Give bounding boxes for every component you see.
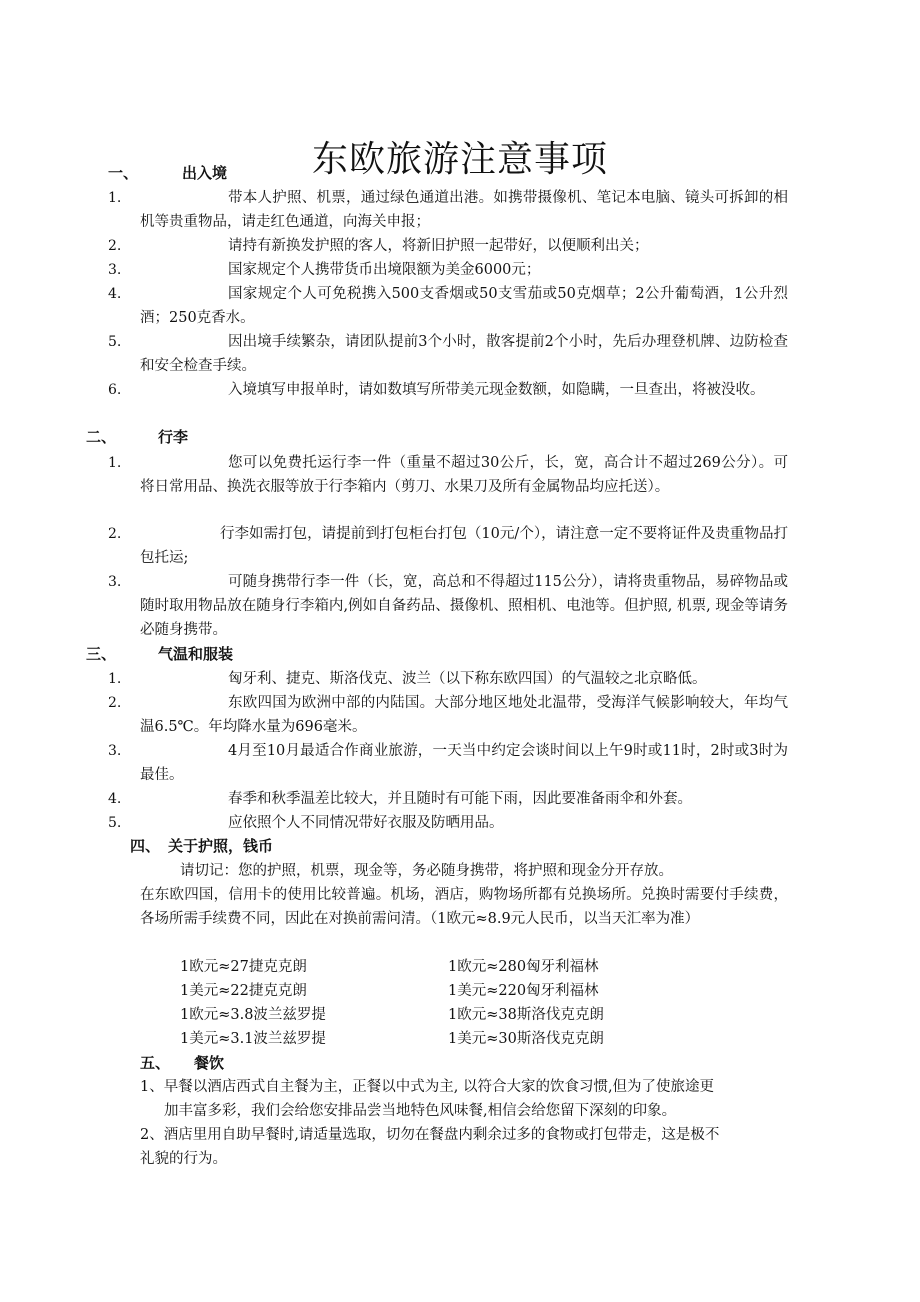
item-number: 5. (108, 334, 122, 350)
exchange-rate: 1美元≈22捷克克朗 (180, 983, 307, 999)
exchange-rate: 1美元≈3.1波兰兹罗提 (180, 1031, 326, 1047)
section-heading-passport-currency (130, 835, 273, 857)
section-number: 四、 (130, 837, 161, 855)
item-number: 3. (108, 743, 122, 759)
item-number: 2. (108, 695, 122, 711)
section-heading-dining (140, 1052, 224, 1074)
section-heading-luggage (86, 426, 188, 448)
section-title: 餐饮 (194, 1054, 225, 1072)
item-text: 入境填写申报单时，请如数填写所带美元现金数额，如隐瞒，一旦查出，将被没收。 (228, 382, 765, 398)
section-title: 气温和服装 (158, 645, 234, 663)
section-number: 一、 (108, 164, 139, 182)
item-text-continued: 礼貌的行为。 (140, 1151, 227, 1167)
section-heading-weather-clothing (86, 643, 233, 665)
section-title: 出入境 (182, 164, 228, 182)
item-number: 1. (108, 455, 122, 471)
item-number: 3. (108, 262, 122, 278)
item-number: 4. (108, 286, 122, 302)
item-number: 6. (108, 382, 122, 398)
currency-exchange-note: 在东欧四国，信用卡的使用比较普遍。机场，酒店，购物场所都有兑换场所。兑换时需要付手续费，各场所需手续费不同，因此在对换前需问清。（1欧元≈8.9元人民币，以当天汇率为准） (140, 887, 788, 927)
list-item (140, 1123, 788, 1171)
exchange-rate: 1美元≈220匈牙利福林 (448, 983, 599, 999)
exchange-rate: 1欧元≈38斯洛伐克克朗 (448, 1007, 604, 1023)
section-number: 二、 (86, 428, 117, 446)
list-item (140, 1075, 788, 1123)
exchange-rate: 1美元≈30斯洛伐克克朗 (448, 1031, 604, 1047)
exchange-rate: 1欧元≈27捷克克朗 (180, 959, 307, 975)
section-heading-entry-exit (108, 162, 227, 184)
item-text-continued: 加丰富多彩，我们会给您安排品尝当地特色风味餐,相信会给您留下深刻的印象。 (164, 1103, 677, 1119)
item-text: 行李如需打包，请提前到打包柜台打包（10元/个），请注意一定不要将证件及贵重物品打包托运; (140, 526, 788, 566)
item-text: 带本人护照、机票，通过绿色通道出港。如携带摄像机、笔记本电脑、镜头可拆卸的相机等贵重物品，请走红色通道，向海关申报； (140, 190, 788, 230)
item-text: 春季和秋季温差比较大，并且随时有可能下雨，因此要准备雨伞和外套。 (228, 791, 692, 807)
item-number: 1. (108, 190, 122, 206)
item-number: 1. (108, 671, 122, 687)
item-text: 应依照个人不同情况带好衣服及防晒用品。 (228, 815, 504, 831)
item-text: 请持有新换发护照的客人，将新旧护照一起带好，以便顺利出关； (228, 238, 649, 254)
exchange-rate: 1欧元≈280匈牙利福林 (448, 959, 599, 975)
item-text: 可随身携带行李一件（长，宽，高总和不得超过115公分），请将贵重物品，易碎物品或随时取用物品放在随身行李箱内,例如自备药品、摄像机、照相机、电池等。但护照, 机票, 现金等请务必随身携带。 (140, 574, 788, 638)
section-number: 三、 (86, 645, 117, 663)
passport-reminder: 请切记：您的护照，机票，现金等，务必随身携带，将护照和现金分开存放。 (180, 863, 673, 879)
item-text: 国家规定个人携带货币出境限额为美金6000元； (228, 262, 541, 278)
item-text: 您可以免费托运行李一件（重量不超过30公斤，长，宽，高合计不超过269公分）。可将日常用品、换洗衣服等放于行李箱内（剪刀、水果刀及所有金属物品均应托送）。 (140, 455, 788, 495)
item-number: 5. (108, 815, 122, 831)
item-text: 国家规定个人可免税携入500支香烟或50支雪茄或50克烟草；2公升葡萄酒，1公升烈酒；250克香水。 (140, 286, 788, 326)
exchange-rate: 1欧元≈3.8波兰兹罗提 (180, 1007, 326, 1023)
item-number: 4. (108, 791, 122, 807)
section-title: 关于护照，钱币 (168, 837, 274, 855)
section-number: 五、 (140, 1054, 171, 1072)
item-text: 因出境手续繁杂，请团队提前3个小时，散客提前2个小时，先后办理登机牌、边防检查和安全检查手续。 (140, 334, 788, 374)
section-title: 行李 (158, 428, 189, 446)
item-text: 东欧四国为欧洲中部的内陆国。大部分地区地处北温带，受海洋气候影响较大，年均气温6.5℃。年均降水量为696毫米。 (140, 695, 788, 735)
item-number: 2. (108, 238, 122, 254)
item-text: 4月至10月最适合作商业旅游，一天当中约定会谈时间以上午9时或11时，2时或3时为最佳。 (140, 743, 788, 783)
item-number: 3. (108, 574, 122, 590)
item-text: 匈牙利、捷克、斯洛伐克、波兰（以下称东欧四国）的气温较之北京略低。 (228, 671, 707, 687)
document-title: 东欧旅游注意事项 (311, 139, 608, 181)
item-text: 1、早餐以酒店西式自主餐为主，正餐以中式为主, 以符合大家的饮食习惯,但为了使旅途更 (140, 1079, 715, 1095)
item-text: 2、酒店里用自助早餐时,请适量选取，切勿在餐盘内剩余过多的食物或打包带走，这是极不 (140, 1127, 720, 1143)
item-number: 2. (108, 526, 122, 542)
